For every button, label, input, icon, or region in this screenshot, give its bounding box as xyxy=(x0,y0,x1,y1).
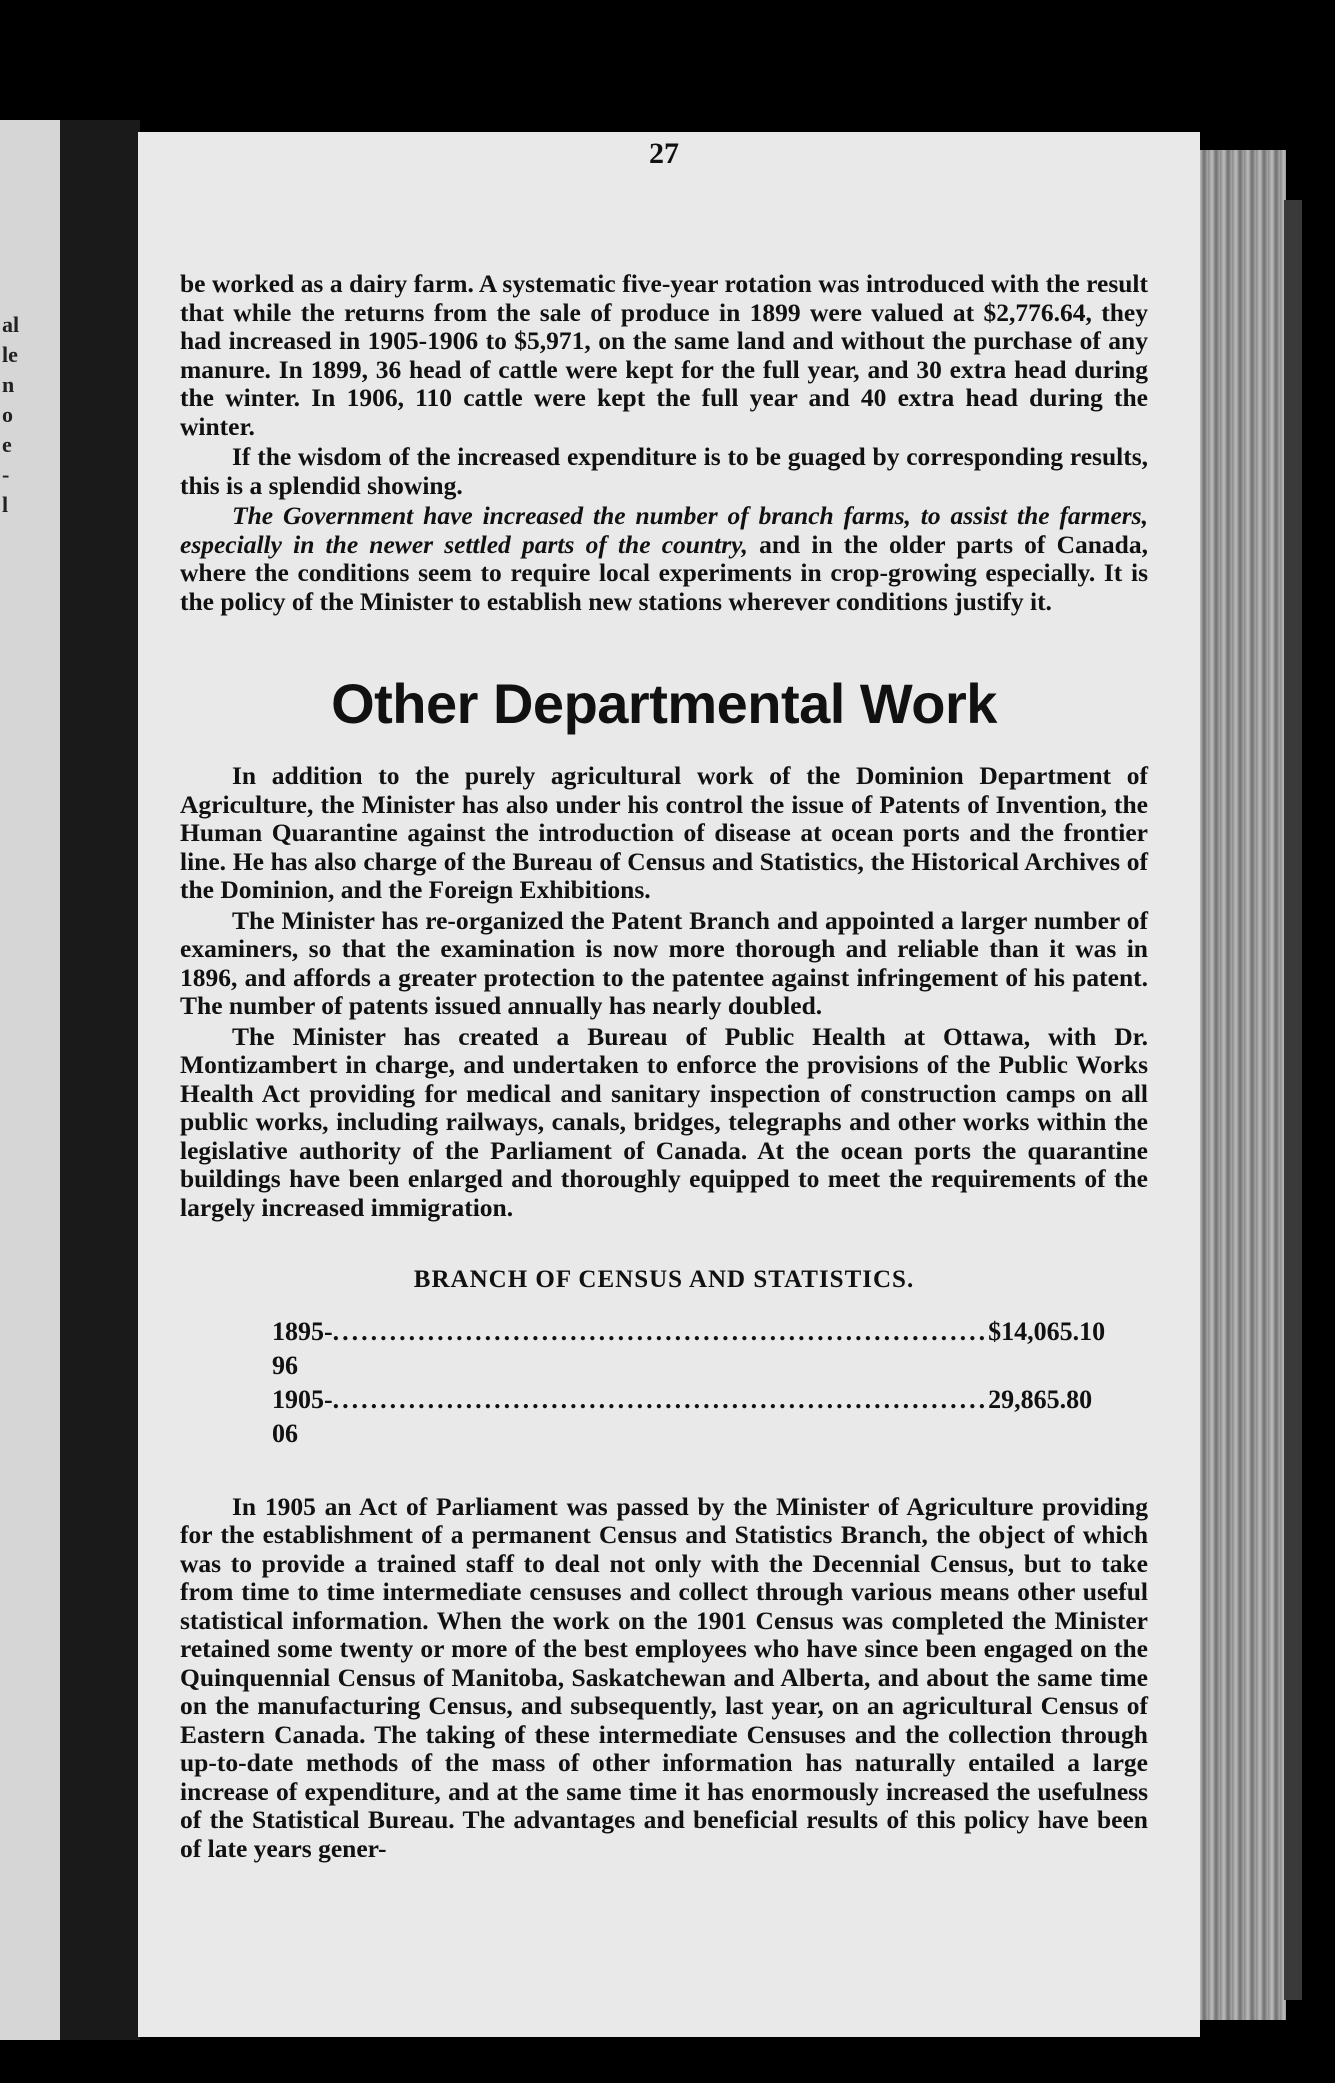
book-cover-edge xyxy=(1284,200,1302,2000)
book-gutter xyxy=(60,120,140,2040)
table-row xyxy=(272,1315,1106,1383)
paragraph: In addition to the purely agricultural work of the Dominion Department of Agriculture, the Minister has also under his control the issue of Patents of Invention, the Human Quarantine against the introduction of disease at ocean ports and the frontier line. He has also charge of the Bureau of Census and Statistics, the Historical Archives of the Dominion, and the Foreign Exhibitions. xyxy=(180,761,1148,904)
table-value: $14,065.10 xyxy=(988,1316,1106,1346)
document-page xyxy=(138,132,1200,2037)
paragraph-text: and in the older parts of Canada, where the conditions seem to require local experiments in crop-growing especially. It is the policy of the Minister to establish new stations wherever conditions justify it. xyxy=(180,529,1148,616)
italic-text: The Government have increased the number of branch farms, to assist the farmers, especially in the newer settled parts of the country, xyxy=(180,501,1148,559)
paragraph: If the wisdom of the increased expenditure is to be guaged by corresponding results, this is a splendid showing. xyxy=(180,442,1148,500)
subheading: BRANCH OF CENSUS AND STATISTICS. xyxy=(413,1266,915,1293)
section-heading: Other Departmental Work xyxy=(331,672,997,735)
left-page-fragments: al le n o e - l xyxy=(2,312,20,517)
page-number: 27 xyxy=(649,137,679,170)
page-content xyxy=(180,137,1148,1865)
paragraph: In 1905 an Act of Parliament was passed by the Minister of Agriculture providing for the establishment of a permanent Census and Statistics Branch, the object of which was to provide a trained staff to deal not only with the Decennial Census, but to take from time to time intermediate censuses and collect through various means other useful statistical information. When the work on the 1901 Census was completed the Minister retained some twenty or more of the best employees who have since been engaged on the Quinquennial Census of Manitoba, Saskatchewan and Alberta, and about the same time on the manufacturing Census, and subsequently, last year, on an agricultural Census of Eastern Canada. The taking of these intermediate Censuses and the collection through up-to-date methods of the mass of other information has naturally entailed a large increase of expenditure, and at the same time it has enormously increased the usefulness of the Statistical Bureau. The advantages and beneficial results of this policy have been of late years gener- xyxy=(180,1491,1148,1863)
table-value: 29,865.80 xyxy=(988,1384,1093,1414)
paragraph-italic-intro xyxy=(180,502,1148,616)
leader-dots: ..................................................................... xyxy=(332,1384,989,1414)
leader-dots: ..................................................................... xyxy=(332,1316,989,1346)
paragraph: The Minister has re-organized the Patent Branch and appointed a larger number of examiners, so that the examination is now more thorough and reliable than it was in 1896, and affords a greater protection to the patentee against infringement of his patent. The number of patents issued annually has nearly doubled. xyxy=(180,905,1148,1020)
paragraph: be worked as a dairy farm. A systematic five-year rotation was introduced with the result that while the returns from the sale of produce in 1899 were valued at $2,776.64, they had increased in 1905-1906 to $5,971, on the same land and without the purchase of any manure. In 1899, 36 head of cattle were kept for the full year, and 30 extra head during the winter. In 1906, 110 cattle were kept the full year and 40 extra head during the winter. xyxy=(180,269,1148,441)
table-year: 1895-96 xyxy=(272,1316,333,1380)
page-stack-edge xyxy=(1196,150,1286,2020)
table-year: 1905-06 xyxy=(272,1384,333,1448)
paragraph: The Minister has created a Bureau of Public Health at Ottawa, with Dr. Montizambert in charge, and undertaken to enforce the provisions of the Public Works Health Act providing for medical and sanitary inspection of construction camps on all public works, including railways, canals, bridges, telegraphs and other works within the legislative authority of the Parliament of Canada. At the ocean ports the quarantine buildings have been enlarged and thoroughly equipped to meet the requirements of the largely increased immigration. xyxy=(180,1021,1148,1222)
table-row xyxy=(272,1383,1093,1451)
